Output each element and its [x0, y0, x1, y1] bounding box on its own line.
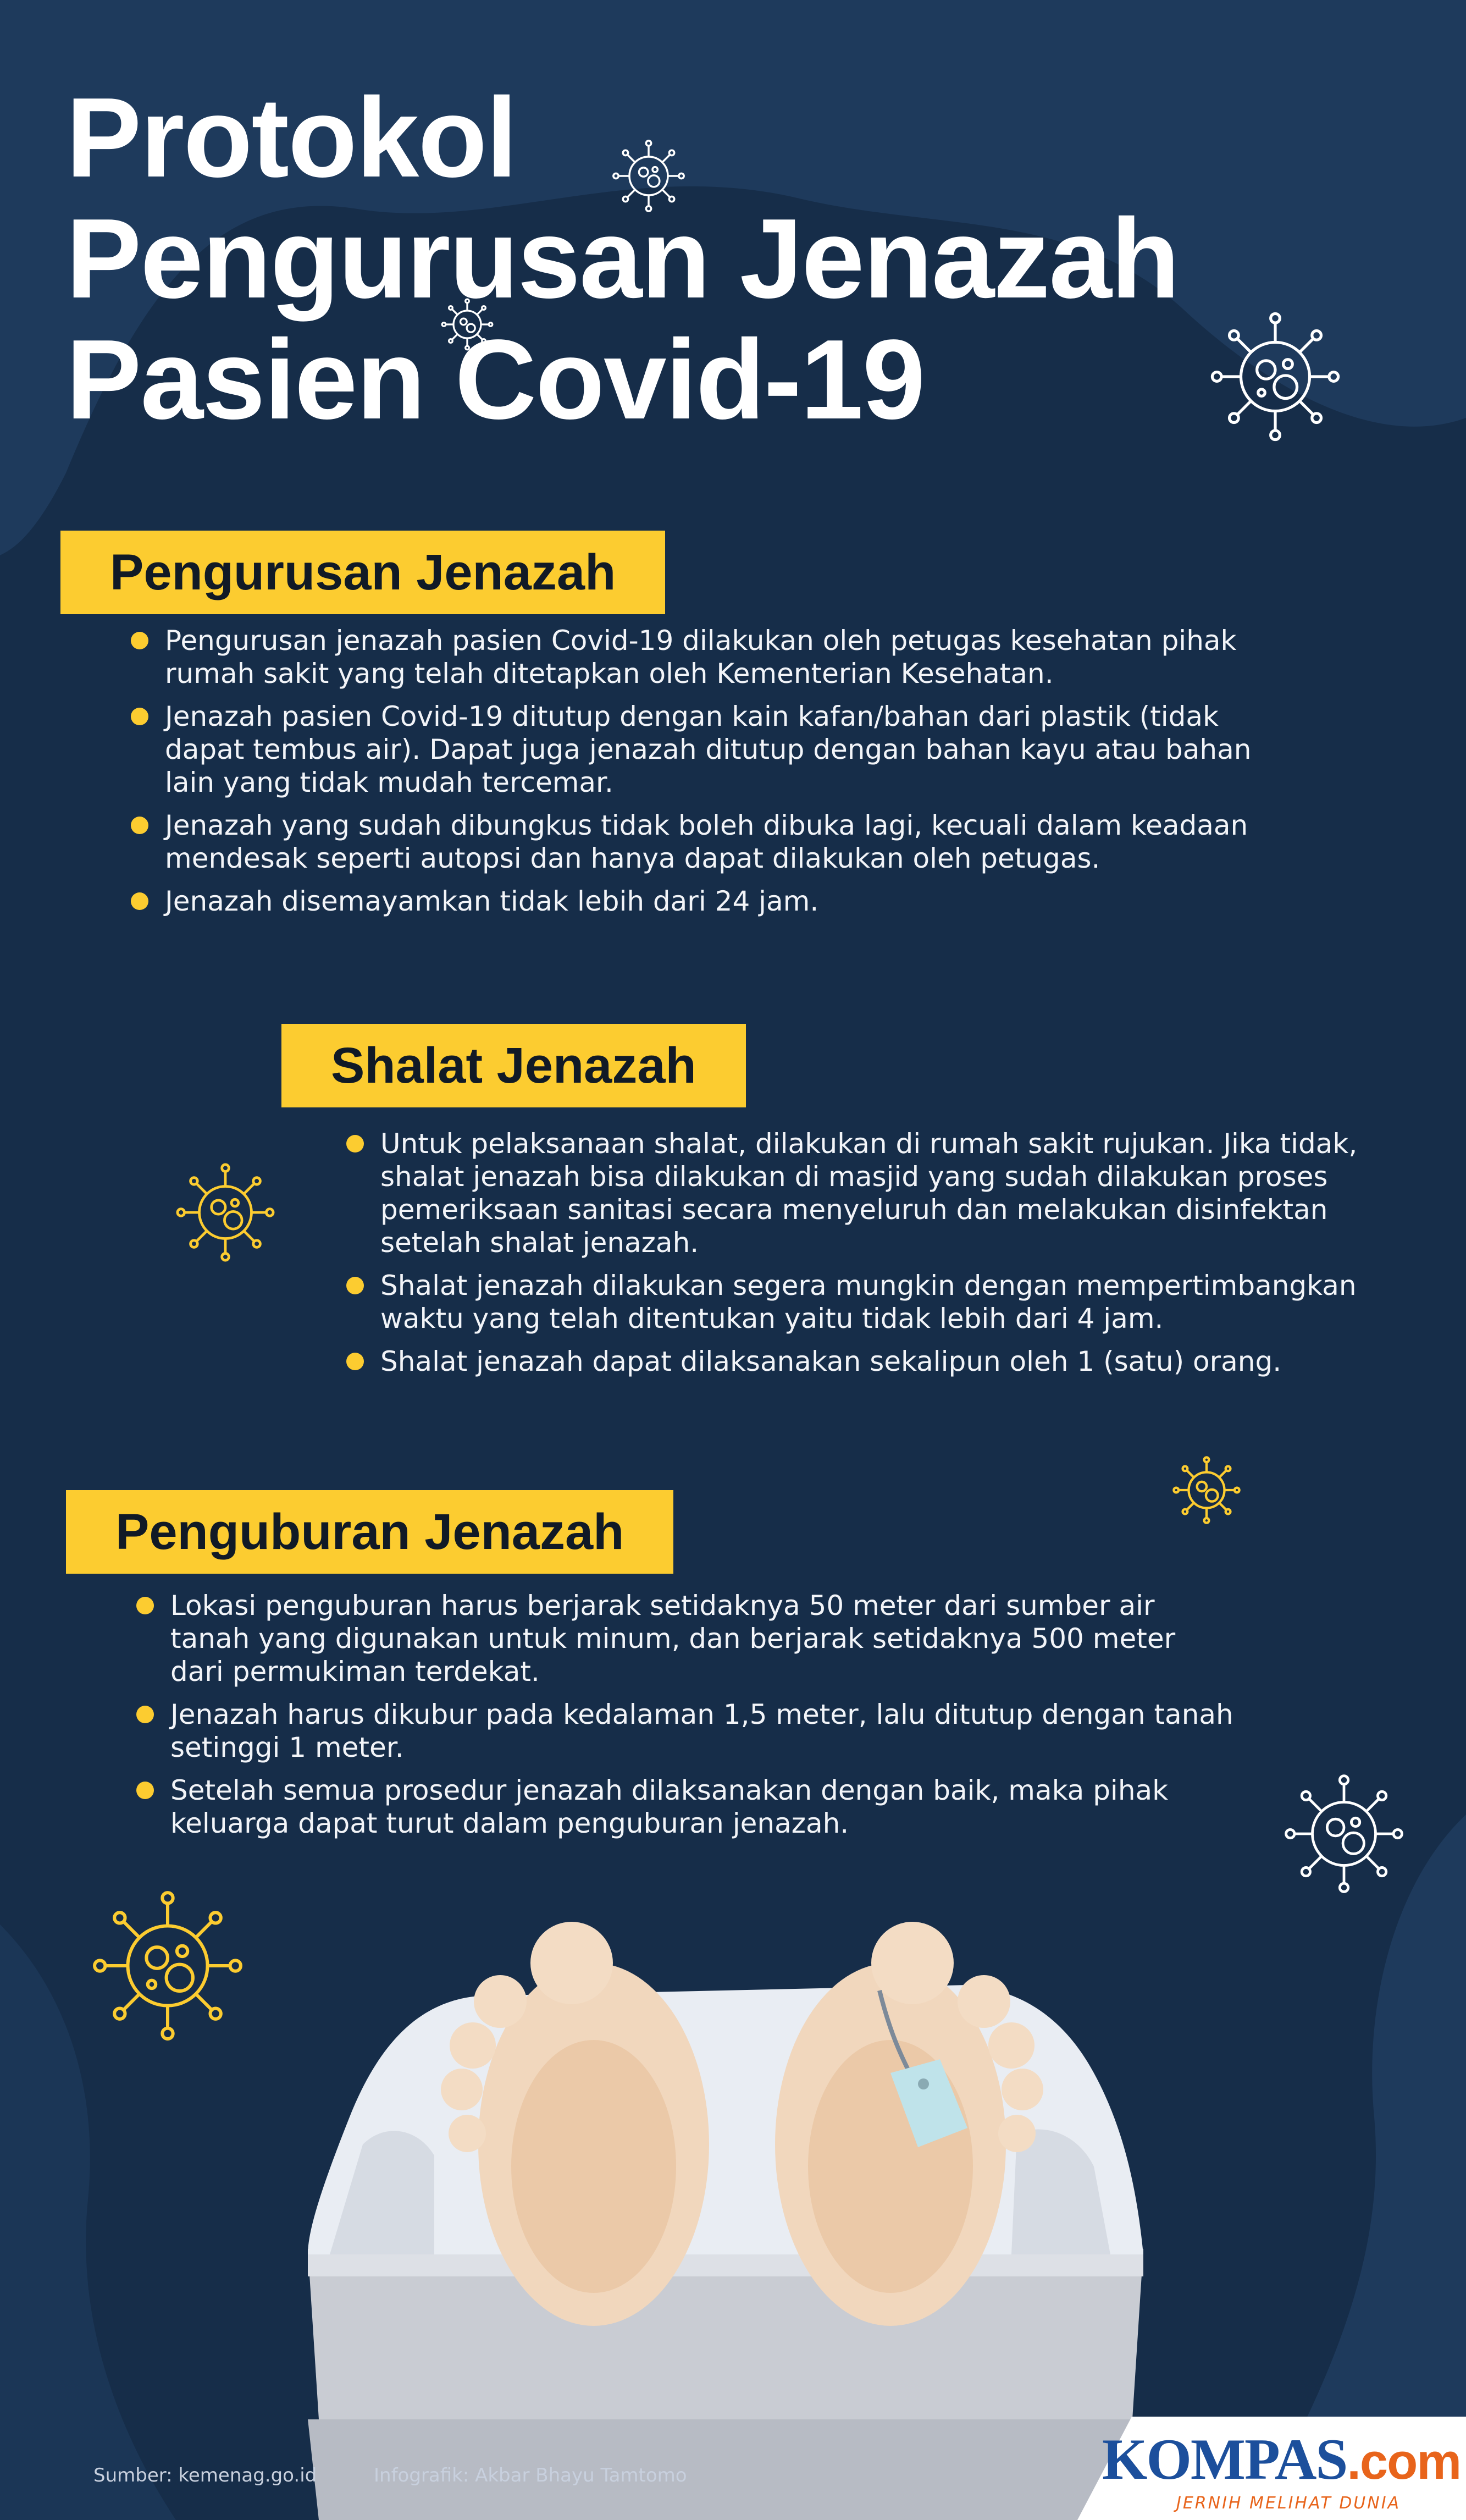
body-bag-feet-illustration — [308, 1922, 1143, 2520]
list-item-text: Jenazah yang sudah dibungkus tidak boleh dibuka lagi, kecuali dalam keadaan mendesak seperti autopsi dan hanya dapat dilakukan oleh petugas. — [165, 809, 1248, 874]
section-heading-penguburan: Penguburan Jenazah — [66, 1490, 673, 1574]
virus-icon — [173, 1160, 278, 1265]
list-item-text: Shalat jenazah dapat dilaksanakan sekalipun oleh 1 (satu) orang. — [380, 1346, 1282, 1377]
list-item — [346, 1269, 1407, 1335]
bullet-dot-icon — [346, 1277, 364, 1294]
virus-icon — [1281, 1771, 1407, 1897]
virus-icon — [1207, 308, 1344, 445]
list-item — [131, 885, 1274, 918]
list-item — [131, 809, 1274, 875]
bullet-dot-icon — [136, 1782, 154, 1799]
bullet-dot-icon — [136, 1706, 154, 1723]
bullet-dot-icon — [346, 1135, 364, 1153]
logo-name: KOMPAS — [1102, 2427, 1347, 2491]
bullet-dot-icon — [131, 892, 148, 910]
list-item-text: Setelah semua prosedur jenazah dilaksanakan dengan baik, maka pihak keluarga dapat turut dalam penguburan jenazah. — [170, 1774, 1169, 1839]
title-line: Pasien Covid-19 — [66, 316, 925, 443]
title-line: Protokol — [66, 74, 517, 201]
section-list-penguburan — [136, 1589, 1236, 1850]
bullet-dot-icon — [346, 1353, 364, 1370]
section-heading-pengurusan: Pengurusan Jenazah — [60, 531, 665, 614]
logo-tagline: JERNIH MELIHAT DUNIA — [1176, 2494, 1401, 2513]
virus-icon — [1171, 1454, 1242, 1526]
list-item — [136, 1589, 1236, 1688]
section-list-shalat — [346, 1127, 1407, 1388]
list-item — [346, 1345, 1407, 1378]
bullet-dot-icon — [136, 1597, 154, 1614]
page-title — [66, 74, 1179, 443]
section-heading-shalat: Shalat Jenazah — [281, 1024, 746, 1107]
virus-icon — [610, 137, 687, 214]
list-item — [136, 1698, 1236, 1764]
infographic-credit: Infografik: Akbar Bhayu Tamtomo — [374, 2464, 687, 2486]
list-item-text: Pengurusan jenazah pasien Covid-19 dilakukan oleh petugas kesehatan pihak rumah sakit yang telah ditetapkan oleh Kementerian Kesehatan. — [165, 625, 1237, 690]
kompas-logo[interactable] — [1102, 2426, 1461, 2493]
list-item-text: Jenazah disemayamkan tidak lebih dari 24 jam. — [165, 885, 819, 917]
virus-icon — [88, 1886, 247, 2045]
bullet-dot-icon — [131, 708, 148, 725]
list-item-text: Jenazah harus dikubur pada kedalaman 1,5 meter, lalu ditutup dengan tanah setinggi 1 meter. — [170, 1699, 1233, 1763]
list-item — [346, 1127, 1407, 1259]
logo-suffix: .com — [1347, 2434, 1461, 2490]
list-item-text: Lokasi penguburan harus berjarak setidaknya 50 meter dari sumber air tanah yang digunakan untuk minum, dan berjarak setidaknya 500 meter dari permukiman terdekat. — [170, 1590, 1176, 1688]
virus-icon — [440, 297, 495, 352]
bullet-dot-icon — [131, 632, 148, 649]
source-credit: Sumber: kemenag.go.id — [93, 2464, 317, 2486]
list-item-text: Untuk pelaksanaan shalat, dilakukan di rumah sakit rujukan. Jika tidak, shalat jenazah bisa dilakukan di masjid yang sudah dilakukan proses pemeriksaan sanitasi secara menyeluruh dan melakukan disinfektan setelah shalat jenazah. — [380, 1128, 1358, 1259]
list-item-text: Shalat jenazah dilakukan segera mungkin dengan mempertimbangkan waktu yang telah ditentukan yaitu tidak lebih dari 4 jam. — [380, 1270, 1357, 1335]
list-item — [131, 700, 1274, 799]
list-item — [131, 624, 1274, 690]
section-list-pengurusan — [131, 624, 1274, 928]
list-item — [136, 1774, 1236, 1840]
list-item-text: Jenazah pasien Covid-19 ditutup dengan kain kafan/bahan dari plastik (tidak dapat tembus air). Dapat juga jenazah ditutup dengan bahan kayu atau bahan lain yang tidak mudah tercemar. — [165, 701, 1252, 798]
bullet-dot-icon — [131, 817, 148, 834]
title-line: Pengurusan Jenazah — [66, 195, 1179, 322]
